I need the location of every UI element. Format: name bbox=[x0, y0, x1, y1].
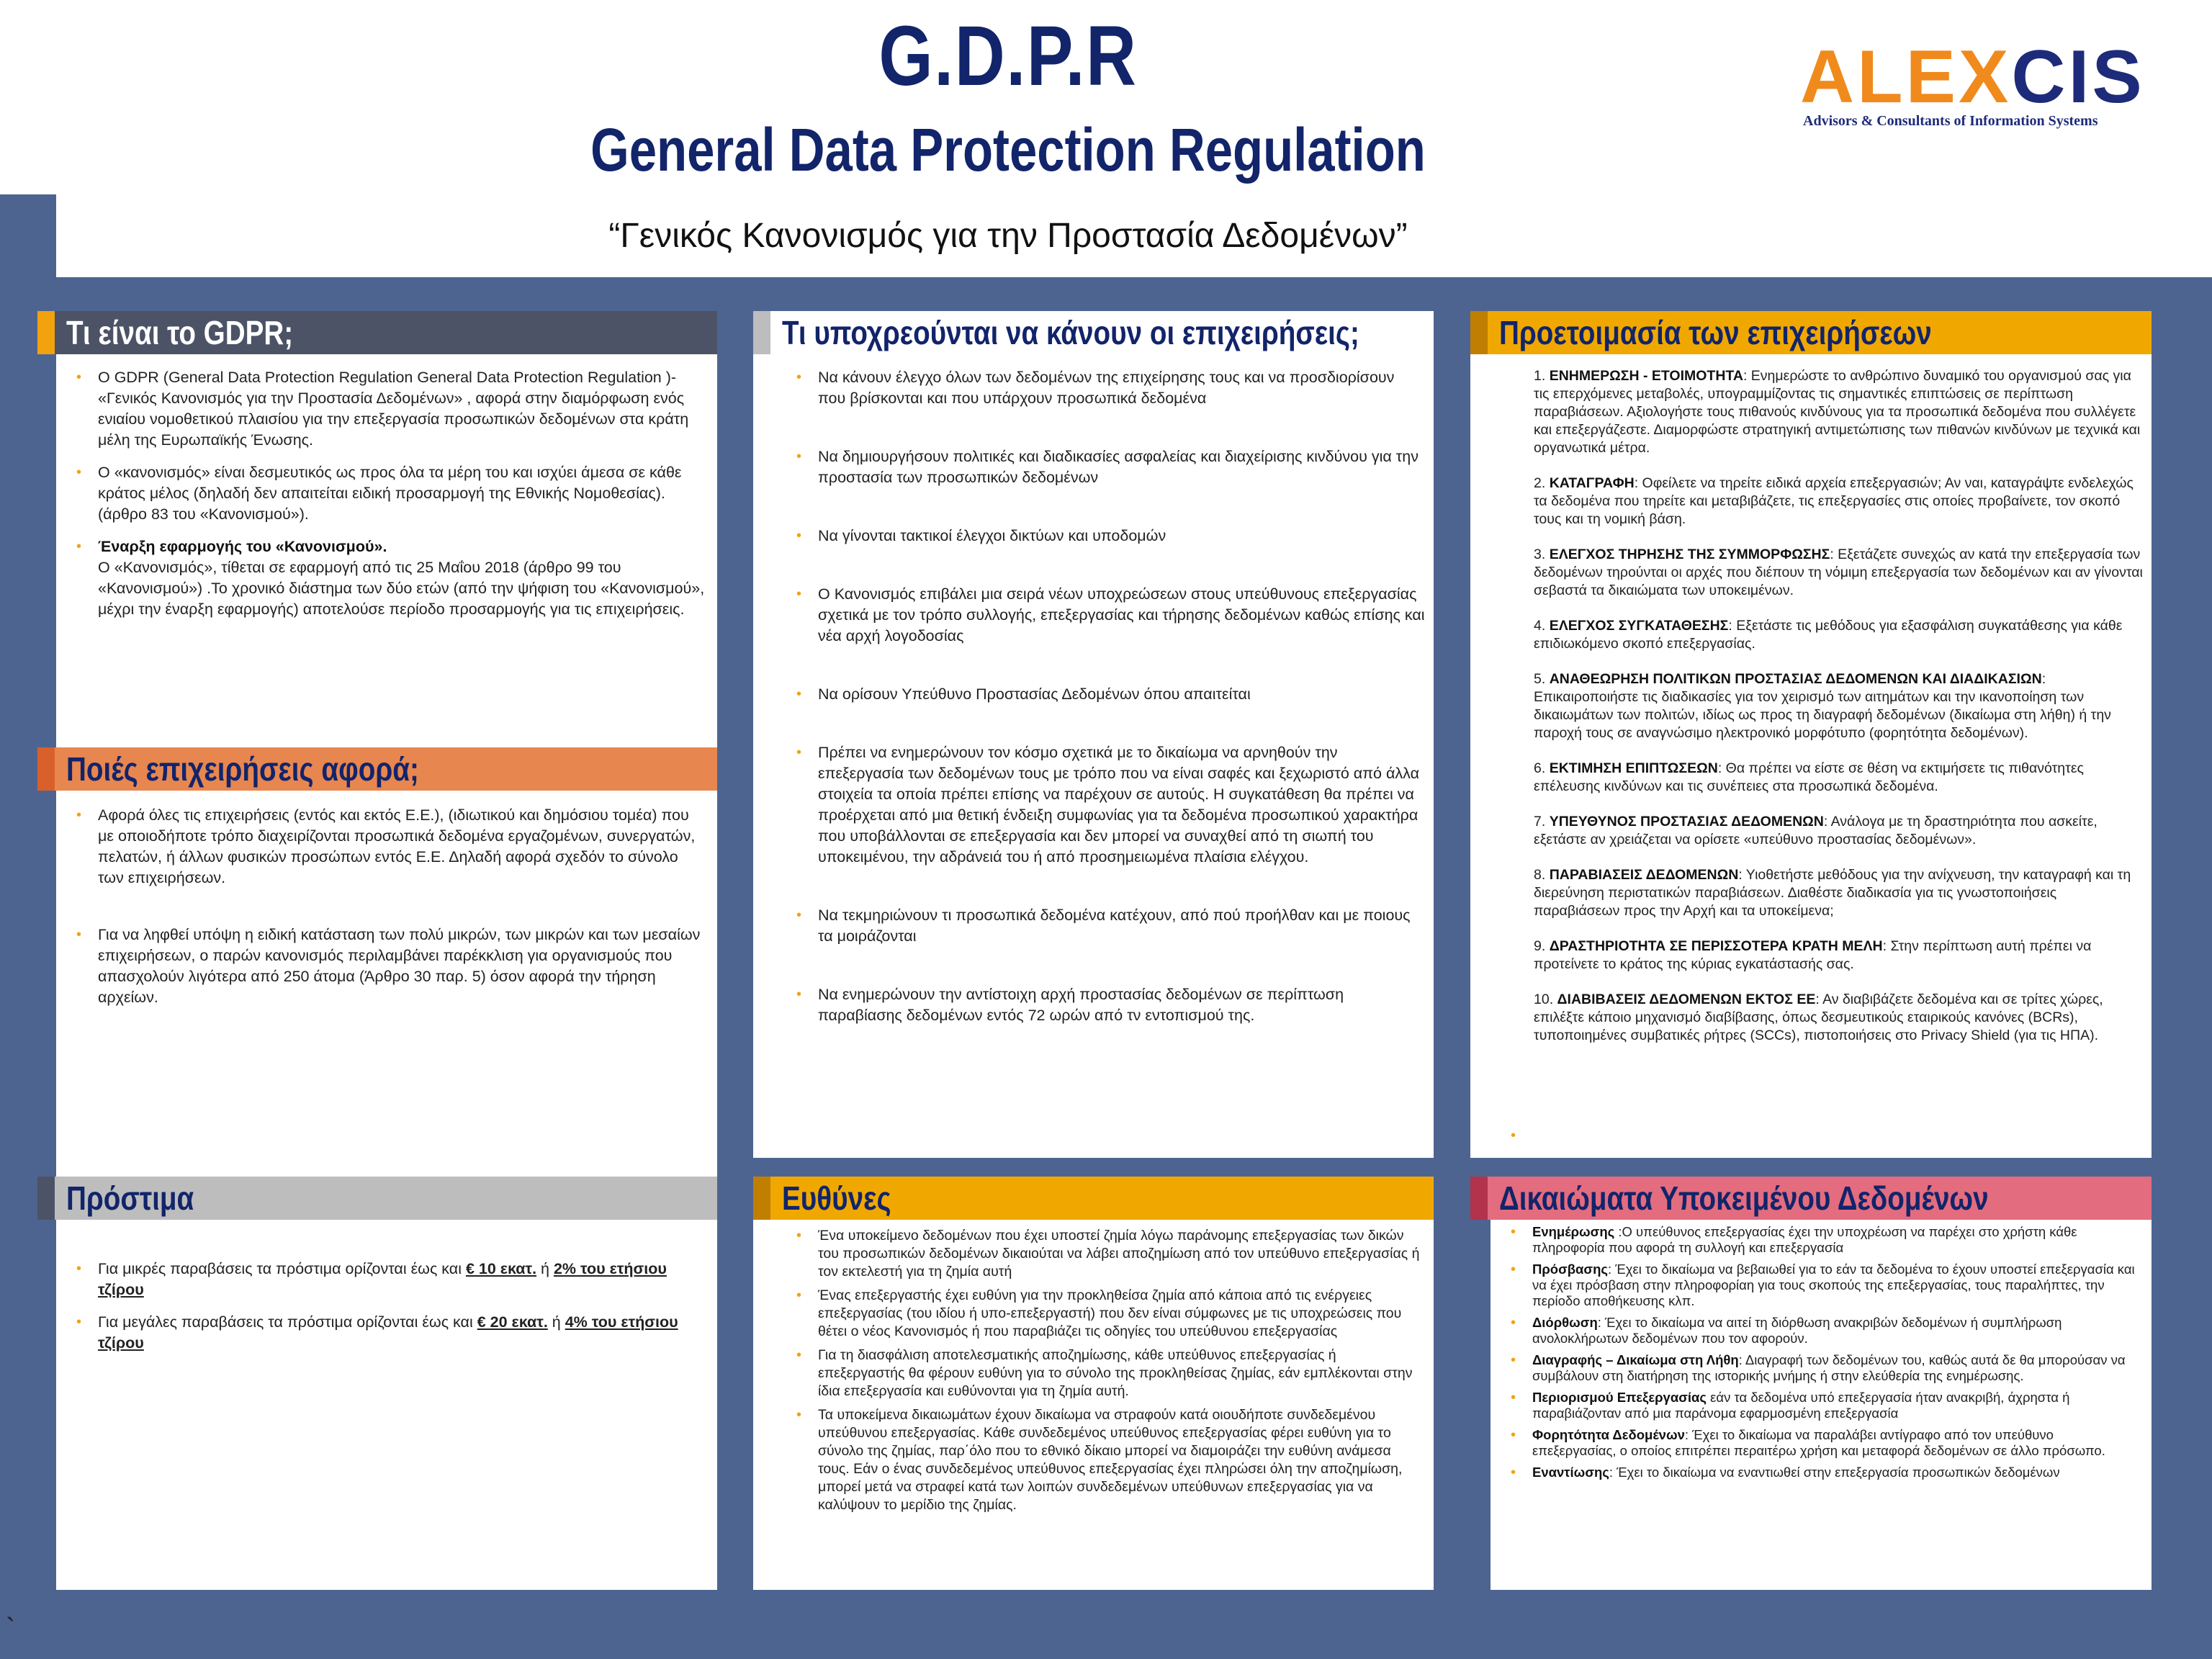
heading-accent-bar bbox=[1470, 1177, 1488, 1220]
logo-wordmark: ALEXCIS bbox=[1800, 35, 2145, 119]
list-item: • Ο Κανονισμός επιβάλει μια σειρά νέων υποχρεώσεων στους υπεύθυνους επεξεργασίας σχετικά με τον τρόπο συλλογής, επεξεργασίας και τήρησης δεδομένων καθώς επίσης και νέα αρχή λογοδοσίας bbox=[796, 585, 1425, 644]
list-item: 9. ΔΡΑΣΤΗΡΙΟΤΗΤΑ ΣΕ ΠΕΡΙΣΣΟΤΕΡΑ ΚΡΑΤΗ ΜΕΛΗ: Στην περίπτωση αυτή πρέπει να προτείνετε το κράτος της κύριας εγκατάστασής σας. bbox=[1534, 938, 2092, 972]
list-item: • Φορητότητα Δεδομένων: Έχει το δικαίωμα να παραλάβει αντίγραφο από τον υπεύθυνο επεξεργασίας, ο οποίος επιτρέπει περαιτέρω χρήση και μεταφορά δεδομένων σε άλλο πρόσωπο. bbox=[1511, 1427, 2105, 1458]
list-item: 2. ΚΑΤΑΓΡΑΦΗ: Οφείλετε να τηρείτε ειδικά αρχεία επεξεργασιών; Αν ναι, καταγράψτε ενδελεχώς τα δεδομένα που τηρείτε και μεταβιβάζετε, τις επεξεργασίες στις οποίες προβαίνετε, τον σκοπό τους και τη νομική βάση. bbox=[1534, 475, 2134, 527]
alexcis-logo bbox=[1800, 35, 2203, 140]
bullet-marker: • bbox=[1511, 1128, 1516, 1143]
heading-rights: Δικαιώματα Υποκειμένου Δεδομένων bbox=[1470, 1177, 2152, 1220]
who-content bbox=[72, 805, 706, 1020]
list-item: • Έναρξη εφαρμογής του «Κανονισμού». Ο «Κανονισμός», τίθεται σε εφαρμογή από τις 25 Μαΐου 2018 (άρθρο 99 του «Κανονισμού») .Το χρονικό διάστημα των δύο ετών (από την ψήφιση του «Κανονισμού», μέχρι την έναρξη εφαρμογής) αποτελούσε περίοδο προσαρμογής για τις επιχειρήσεις. bbox=[76, 538, 705, 618]
heading-who: Ποιές επιχειρήσεις αφορά; bbox=[37, 747, 717, 791]
preparation-content bbox=[1534, 367, 2146, 1062]
heading-what-is: Τι είναι το GDPR; bbox=[37, 311, 717, 354]
list-item: • Να κάνουν έλεγχο όλων των δεδομένων της επιχείρησης τους και να προσδιορίσουν που βρίσκονται και που υπάρχουν προσωπικά δεδομένα bbox=[796, 369, 1395, 407]
list-item: 4. ΕΛΕΓΧΟΣ ΣΥΓΚΑΤΑΘΕΣΗΣ: Εξετάστε τις μεθόδους για εξασφάλιση συγκατάθεσης για κάθε επιδιωκόμενο σκοπό επεξεργασίας. bbox=[1534, 618, 2123, 652]
list-item: • Τα υποκείμενα δικαιωμάτων έχουν δικαίωμα να στραφούν κατά οιουδήποτε συνδεδεμένου υπεύθυνου επεξεργασίας. Κάθε συνδεδεμένος υπεύθυνος επεξεργασίας φέρει ευθύνη για το σύνολο της ζημίας, παρ΄όλο που το εθνικό δίκαιο μπορεί να διαμοιράζει την ευθύνη ανάμεσα τους. Εάν ο ένας συνδεδεμένος υπεύθυνος επεξεργασίας έχει πληρώσει όλη την αποζημίωση, μπορεί μετά να στραφεί κατά των λοιπών συνδεδεμένων υπεύθυνων επεξεργασίας για να καλύψουν το μερίδιο της ζημίας. bbox=[796, 1407, 1403, 1513]
list-item: • Να ενημερώνουν την αντίστοιχη αρχή προστασίας δεδομένων σε περίπτωση παραβίασης δεδομένων εντός 72 ωρών από τν εντοπισμού της. bbox=[796, 986, 1344, 1024]
rights-content bbox=[1506, 1224, 2140, 1492]
list-item: 1. ΕΝΗΜΕΡΩΣΗ - ΕΤΟΙΜΟΤΗΤΑ: Ενημερώστε το ανθρώπινο δυναμικό του οργανισμού σας για τις επερχόμενες μεταβολές, υπογραμμίζοντας τις σημαντικές επιπτώσεις σε περίπτωση παραβιάσεων. Αξιολογήστε τους πιθανούς κινδύνους για τα προσωπικά δεδομένα που συλλέγετε και επεξεργάζεστε. Διαμορφώστε στρατηγική αντιμετώπισης των πιθανών κινδύνων με τεχνικά και οργανωτικά μέτρα. bbox=[1534, 368, 2141, 456]
list-item: • Πρέπει να ενημερώνουν τον κόσμο σχετικά με το δικαίωμα να αρνηθούν την επεξεργασία των δεδομένων τους με τρόπο που να είναι σαφές και ξεχωριστό από άλλα στοιχεία τα οποία πρέπει επίσης να παρέχουν σε αυτούς. Η συγκατάθεση θα πρέπει να προέρχεται από μια θετική ένδειξη συμφωνίας για τα δεδομένα προσωπικού χαρακτήρα που υποβάλλονται σε επεξεργασία και δεν μπορεί να συναχθεί από τη σιωπή του υποκειμένου, την αδράνειά του ή από προσημειωμένα πλαίσια ελέγχου. bbox=[796, 744, 1420, 866]
list-item: • Να γίνονται τακτικοί έλεγχοι δικτύων και υποδομών bbox=[796, 527, 1166, 544]
heading-accent-bar bbox=[37, 1177, 55, 1220]
list-item: • Ένας επεξεργαστής έχει ευθύνη για την προκληθείσα ζημία από κάποια από τις ενέργειες επεξεργασίας (του ιδίου ή υπο-επεξεργαστή) που δεν είναι σύμφωνες με τις υποχρεώσεις που θέτει ο νέος Κανονισμός ή που παραβιάζει τις οδηγίες του υπεύθυνου επεξεργασίας bbox=[796, 1287, 1402, 1339]
page-title: G.D.P.R bbox=[878, 9, 1138, 104]
list-item: • Διαγραφής – Δικαίωμα στη Λήθη: Διαγραφή των δεδομένων του, καθώς αυτά δε θα μπορούσαν να συμβάλουν στη διατήρηση της ιστορικής μνήμης ή στην ελεύθερία της ενημέρωσης. bbox=[1511, 1352, 2126, 1383]
heading-liability: Ευθύνες bbox=[753, 1177, 1434, 1220]
page-subtitle: General Data Protection Regulation bbox=[590, 116, 1426, 184]
list-item: • Διόρθωση: Έχει το δικαίωμα να αιτεί τη διόρθωση ανακριβών δεδομένων ή συμπλήρωση ανολοκλήρωτων δεδομένων που τον αφορούν. bbox=[1511, 1315, 2062, 1346]
obligations-content bbox=[792, 367, 1426, 1038]
list-item: • Εναντίωσης: Έχει το δικαίωμα να εναντιωθεί στην επεξεργασία προσωπικών δεδομένων bbox=[1511, 1465, 2060, 1480]
heading-obligations: Τι υποχρεούνται να κάνουν οι επιχειρήσεις; bbox=[753, 311, 1434, 354]
heading-fines: Πρόστιμα bbox=[37, 1177, 717, 1220]
heading-accent-bar bbox=[37, 747, 55, 791]
list-item: 8. ΠΑΡΑΒΙΑΣΕΙΣ ΔΕΔΟΜΕΝΩΝ: Υιοθετήστε μεθόδους για την ανίχνευση, την καταγραφή και τη διερεύνηση περιστατικών παραβιάσεων. Διαθέστε διαδικασία για τις γνωστοποιήσεις παραβιάσεων προς την Αρχή και τα υποκείμενα; bbox=[1534, 867, 2131, 919]
list-item: • Για μεγάλες παραβάσεις τα πρόστιμα ορίζονται έως και € 20 εκατ. ή 4% του ετήσιου τζίρου bbox=[76, 1313, 678, 1352]
list-item: • Ο GDPR (General Data Protection Regulation General Data Protection Regulation )- «Γενικός Κανονισμός για την Προστασία Δεδομένων» , αφορά στην διαμόρφωση ενός ενιαίου νομοθετικού πλαισίου για την επεξεργασία προσωπικών δεδομένων στα κράτη μέλη της Ευρωπαϊκής Ένωσης. bbox=[76, 369, 689, 449]
heading-accent-bar bbox=[753, 311, 770, 354]
footer-mark: ` bbox=[6, 1613, 16, 1645]
list-item: 3. ΕΛΕΓΧΟΣ ΤΗΡΗΣΗΣ ΤΗΣ ΣΥΜΜΟΡΦΩΣΗΣ: Εξετάζετε συνεχώς αν κατά την επεξεργασία των δεδομένων τηρούνται οι αρχές που διέπουν τη νόμιμη επεξεργασία των δεδομένων και αν γίνονται σεβαστά τα δικαιώματα των υποκειμένων. bbox=[1534, 547, 2143, 598]
greek-title: “Γενικός Κανονισμός για την Προστασία Δεδομένων” bbox=[608, 217, 1408, 255]
list-item: • Ενημέρωσης :Ο υπεύθυνος επεξεργασίας έχει την υποχρέωση να παρέχει στο χρήστη κάθε πληροφορία που αφορά τη συλλογή και επεξεργασία bbox=[1511, 1224, 2077, 1255]
list-item: • Να τεκμηριώνουν τι προσωπικά δεδομένα κατέχουν, από πού προήλθαν και με ποιους τα μοιράζονται bbox=[796, 907, 1411, 945]
list-item: • Πρόσβασης: Έχει το δικαίωμα να βεβαιωθεί για το εάν τα δεδομένα το έχουν υποστεί επεξεργασία και να έχει πρόσβαση στην πληροφορίαη για τους σκοπούς της επεξεργασίας, τους παραλήπτες, την περίοδο αποθήκευσης κλπ. bbox=[1511, 1262, 2135, 1308]
list-item: 5. ΑΝΑΘΕΩΡΗΣΗ ΠΟΛΙΤΙΚΩΝ ΠΡΟΣΤΑΣΙΑΣ ΔΕΔΟΜΕΝΩΝ ΚΑΙ ΔΙΑΔΙΚΑΣΙΩΝ: Επικαιροποιήστε τις διαδικασίες για τον χειρισμό των αιτημάτων και την ικανοποίηση των δικαιωμάτων των πολιτών, ιδίως ως προς τη διαγραφή δεδομένων (δικαίωμα στη λήθη) ή την παροχή τους σε αναγνώσιμο ηλεκτρονικό μορφότυπο (φορητότητα δεδομένων). bbox=[1534, 671, 2111, 741]
list-item: • Αφορά όλες τις επιχειρήσεις (εντός και εκτός Ε.Ε.), (ιδιωτικού και δημόσιου τομέα) που με οποιοδήποτε τρόπο διαχειρίζονται προσωπικά δεδομένα εργαζομένων, συνεργατών, πελατών, ή άλλων φυσικών προσώπων εντός Ε.Ε. Δηλαδή αφορά σχεδόν το σύνολο των επιχειρήσεων. bbox=[76, 806, 696, 886]
list-item: • Για μικρές παραβάσεις τα πρόστιμα ορίζονται έως και € 10 εκατ. ή 2% του ετήσιου τζίρου bbox=[76, 1260, 667, 1298]
list-item: • Για τη διασφάλιση αποτελεσματικής αποζημίωσης, κάθε υπεύθυνος επεξεργασίας ή επεξεργαστής θα φέρουν ευθύνη για το σύνολο της προκληθείσας ζημίας, εάν εμπλέκονται στην ίδια επεξεργασία και ευθύνονται για τη ζημία αυτή. bbox=[796, 1347, 1413, 1399]
list-item: • Να δημιουργήσουν πολιτικές και διαδικασίες ασφαλείας και διαχείρισης κινδύνου για την προστασία των προσωπικών δεδομένων bbox=[796, 448, 1419, 486]
heading-preparation: Προετοιμασία των επιχειρήσεων bbox=[1470, 311, 2152, 354]
list-item: • Περιορισμού Επεξεργασίας εάν τα δεδομένα υπό επεξεργασία ήταν ανακριβή, άχρηστα ή παραβιάζονταν από μια παράνομα εφαρμοσμένη επεξεργασία bbox=[1511, 1390, 2070, 1421]
list-item: 6. ΕΚΤΙΜΗΣΗ ΕΠΙΠΤΩΣΕΩΝ: Θα πρέπει να είστε σε θέση να εκτιμήσετε τις πιθανότητες επέλευσης κινδύνων και τις συνέπειες στα προσωπικά δεδομένα. bbox=[1534, 760, 2084, 794]
fines-content bbox=[72, 1259, 706, 1365]
heading-accent-bar bbox=[753, 1177, 770, 1220]
list-item: 10. ΔΙΑΒΙΒΑΣΕΙΣ ΔΕΔΟΜΕΝΩΝ ΕΚΤΟΣ ΕΕ: Αν διαβιβάζετε δεδομένα και σε τρίτες χώρες, επιλέξτε κάποιο μηχανισμό διαβίβασης, όπως δεσμευτικούς εταιρικούς κανόνες (BCRs), τυποποιημένες συμβατικές ρήτρες (SCCs), πιστοποιήσεις στο Privacy Shield (για τις ΗΠΑ). bbox=[1534, 992, 2103, 1043]
heading-accent-bar bbox=[37, 311, 55, 354]
list-item: • Να ορίσουν Υπεύθυνο Προστασίας Δεδομένων όπου απαιτείται bbox=[796, 685, 1251, 703]
logo-tagline: Advisors & Consultants of Information Systems bbox=[1803, 113, 2098, 129]
list-item: • Ένα υποκείμενο δεδομένων που έχει υποστεί ζημία λόγω παράνομης επεξεργασίας των δικών του προσωπικών δεδομένων δικαιούται να λάβει αποζημίωση από τον υπεύθυνο επεξεργασίας ή τον εκτελεστή για τη ζημία αυτή bbox=[796, 1228, 1420, 1280]
list-item: • Ο «κανονισμός» είναι δεσμευτικός ως προς όλα τα μέρη του και ισχύει άμεσα σε κάθε κράτος μέλος (δηλαδή δεν απαιτείται ειδική προσαρμογή της Εθνικής Νομοθεσίας). (άρθρο 83 του «Κανονισμού»). bbox=[76, 464, 682, 523]
heading-accent-bar bbox=[1470, 311, 1488, 354]
list-item: • Για να ληφθεί υπόψη η ειδική κατάσταση των πολύ μικρών, των μικρών και των μεσαίων επιχειρήσεων, ο παρών κανονισμός περιλαμβάνει παρέκκλιση για οργανισμούς που απασχολούν λιγότερα από 250 άτομα (Άρθρο 30 παρ. 5) όσον αφορά την τήρηση αρχείων. bbox=[76, 926, 701, 1006]
liability-content bbox=[792, 1227, 1426, 1526]
list-item: 7. ΥΠΕΥΘΥΝΟΣ ΠΡΟΣΤΑΣΙΑΣ ΔΕΔΟΜΕΝΩΝ: Ανάλογα με τη δραστηριότητα που ασκείτε, εξετάστε αν χρειάζεται να ορίσετε «υπεύθυνο προστασίας δεδομένων». bbox=[1534, 814, 2098, 848]
what-is-content bbox=[72, 367, 706, 631]
